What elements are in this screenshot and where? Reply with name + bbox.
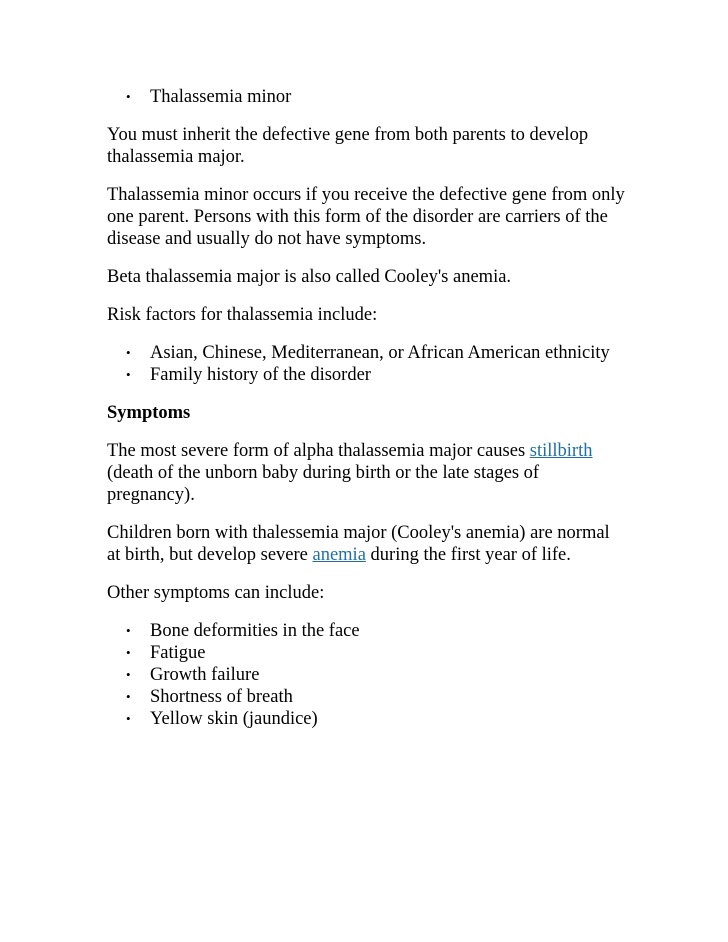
list-item: • Thalassemia minor (126, 87, 292, 107)
risk-factors-list (107, 342, 627, 386)
bullet: • (126, 367, 131, 382)
list-item: • Fatigue (126, 643, 206, 663)
paragraph-children: Children born with thalessemia major (Cooley's anemia) are normal at birth, but develop severe anemia during the first year of life. (107, 523, 610, 565)
bullet: • (126, 89, 131, 104)
list-item: • Bone deformities in the face (126, 621, 360, 641)
list-item: • Family history of the disorder (126, 365, 371, 385)
bullet: • (126, 689, 131, 704)
paragraph-other-symptoms: Other symptoms can include: (107, 583, 325, 603)
list-item: • Yellow skin (jaundice) (126, 709, 318, 729)
list-item: • Shortness of breath (126, 687, 293, 707)
paragraph-inherit: You must inherit the defective gene from both parents to develop thalassemia major. (107, 125, 589, 167)
bullet: • (126, 667, 131, 682)
paragraph-minor: Thalassemia minor occurs if you receive the defective gene from only one parent. Persons with this form of the disorder are carriers of the disease and usually do not have symptoms. (107, 185, 625, 249)
anemia-link[interactable]: anemia (312, 545, 366, 565)
paragraph-severe: The most severe form of alpha thalassemia major causes stillbirth (death of the unborn baby during birth or the late stages of pregnancy). (107, 441, 593, 505)
symptoms-list (107, 620, 627, 730)
bullet: • (126, 711, 131, 726)
bullet: • (126, 623, 131, 638)
type-list (107, 86, 627, 108)
list-item: • Growth failure (126, 665, 260, 685)
paragraph-beta: Beta thalassemia major is also called Cooley's anemia. (107, 267, 512, 287)
bullet: • (126, 345, 131, 360)
document-page (107, 86, 627, 746)
paragraph-risk-intro: Risk factors for thalassemia include: (107, 305, 378, 325)
list-item: • Asian, Chinese, Mediterranean, or African American ethnicity (126, 343, 610, 363)
bullet: • (126, 645, 131, 660)
symptoms-heading: Symptoms (107, 403, 191, 423)
stillbirth-link[interactable]: stillbirth (529, 441, 593, 461)
